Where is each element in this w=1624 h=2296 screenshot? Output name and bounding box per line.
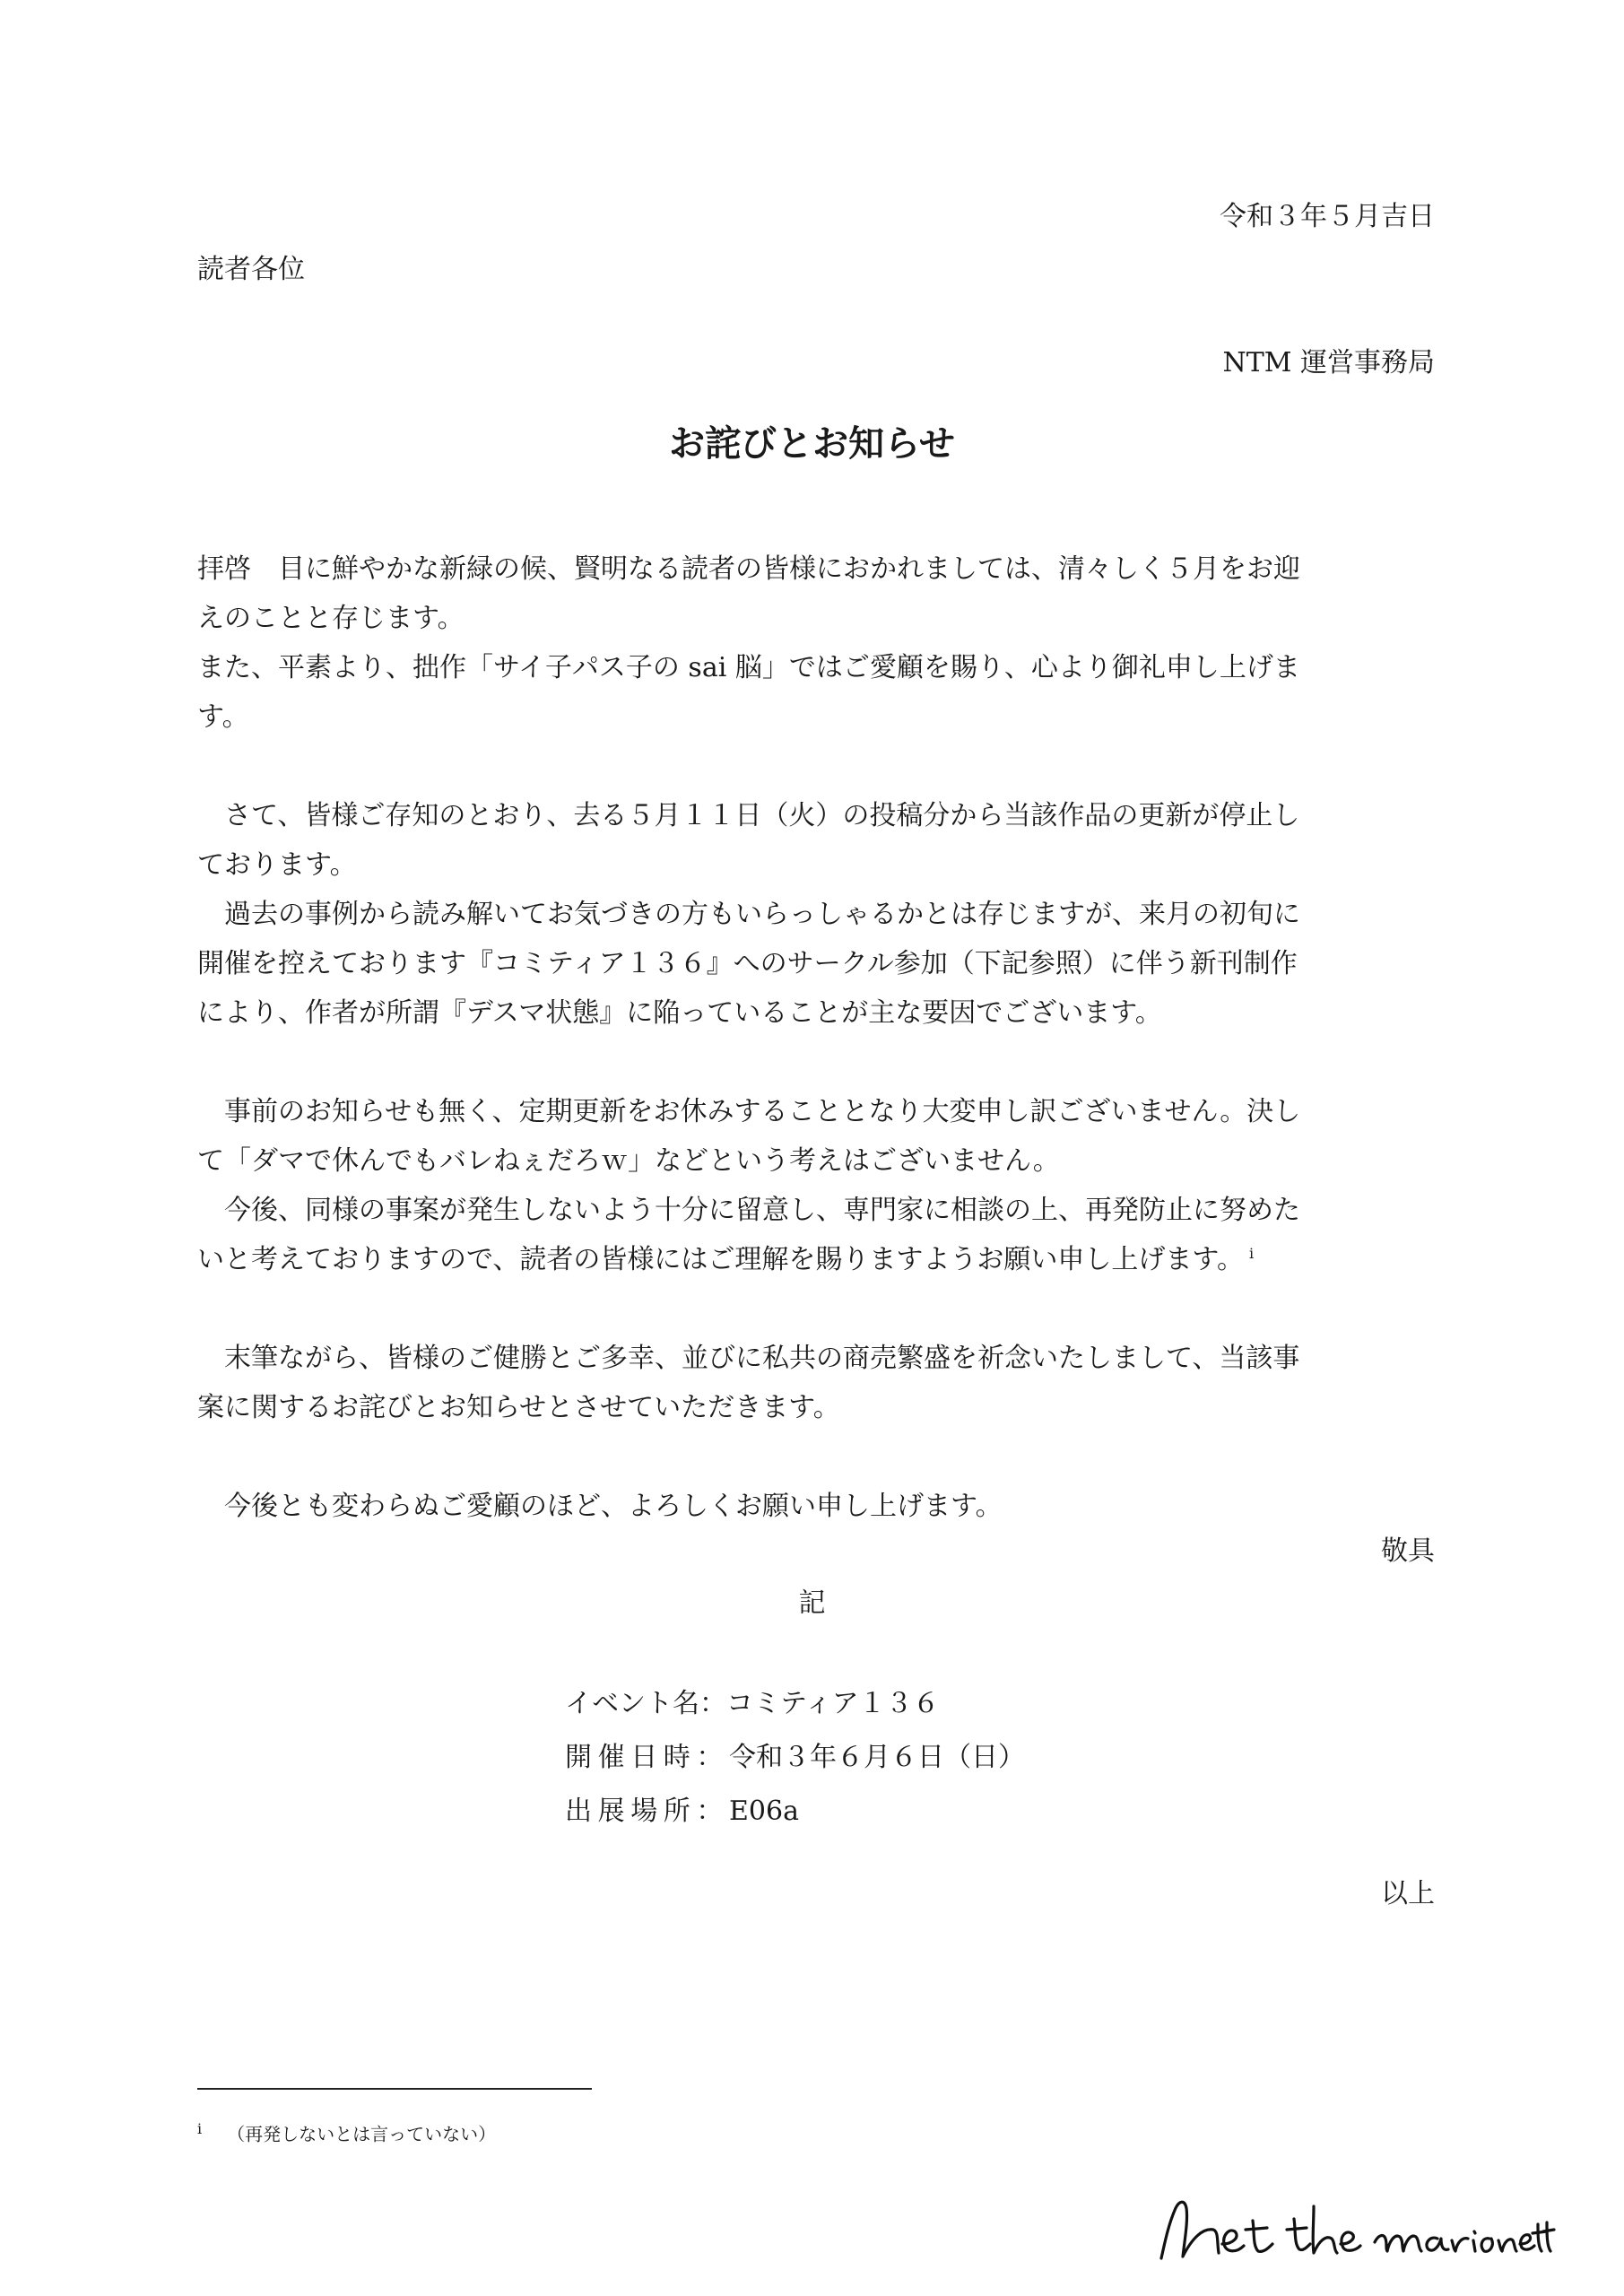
- signature-logo: [1152, 2188, 1556, 2269]
- event-name-label: イベント名：: [565, 1688, 726, 1719]
- event-details: [565, 1677, 1025, 1839]
- closing-keigu: 敬具: [1381, 1535, 1435, 1567]
- footnote-mark: i: [197, 2120, 203, 2137]
- event-date-row: [565, 1731, 1025, 1785]
- body-line: て「ダマで休んでもバレねぇだろｗ」などという考えはございません。: [197, 1145, 1060, 1177]
- body-line: さて、皆様ご存知のとおり、去る５月１１日（火）の投稿分から当該作品の更新が停止し: [197, 800, 1300, 831]
- event-date-value: 令和３年６月６日（日）: [729, 1742, 1025, 1773]
- body-line-with-footnote: [197, 1235, 1435, 1284]
- event-place-label: 出展場所：: [565, 1796, 729, 1827]
- footnote-text: （再発しないとは言っていない）: [227, 2123, 497, 2145]
- page-title: お詫びとお知らせ: [669, 423, 955, 465]
- document-date: 令和３年５月吉日: [1220, 201, 1435, 232]
- body-line: 開催を控えております『コミティア１３６』へのサークル参加（下記参照）に伴う新刊制作: [197, 948, 1298, 979]
- body-line: 今後、同様の事案が発生しないよう十分に留意し、専門家に相談の上、再発防止に努めた: [197, 1195, 1300, 1226]
- footnote: [197, 2117, 496, 2147]
- body-line: す。: [197, 701, 249, 733]
- ki-heading: 記: [798, 1587, 826, 1619]
- event-place-value: E06a: [729, 1796, 799, 1827]
- body-line: 今後とも変わらぬご愛顧のほど、よろしくお願い申し上げます。: [197, 1491, 1003, 1522]
- body-line: により、作者が所謂『デスマ状態』に陥っていることが主な要因でございます。: [197, 997, 1162, 1029]
- body-line: いと考えておりますので、読者の皆様にはご理解を賜りますようお願い申し上げます。: [197, 1244, 1244, 1275]
- letter-body: [197, 544, 1435, 1531]
- sender: NTM 運営事務局: [1222, 347, 1435, 378]
- body-line: 末筆ながら、皆様のご健勝とご多幸、並びに私共の商売繁盛を祈念いたしまして、当該事: [197, 1343, 1300, 1374]
- body-line: 過去の事例から読み解いてお気づきの方もいらっしゃるかとは存じますが、来月の初旬に: [197, 899, 1300, 930]
- footnote-divider: [197, 2088, 592, 2090]
- recipient: 読者各位: [197, 254, 305, 285]
- footnote-reference: i: [1249, 1245, 1255, 1262]
- event-name-row: [565, 1677, 1025, 1731]
- end-ijou: 以上: [1381, 1878, 1435, 1909]
- event-place-row: [565, 1785, 1025, 1839]
- body-line: ております。: [197, 849, 357, 881]
- body-line: また、平素より、拙作「サイ子パス子の sai 脳」ではご愛顧を賜り、心より御礼申し上げま: [197, 652, 1300, 683]
- body-line: 事前のお知らせも無く、定期更新をお休みすることとなり大変申し訳ございません。決し: [197, 1096, 1301, 1127]
- event-date-label: 開催日時：: [565, 1742, 729, 1773]
- event-name-value: コミティア１３６: [726, 1688, 940, 1719]
- body-line: えのことと存じます。: [197, 603, 465, 634]
- body-line: 案に関するお詫びとお知らせとさせていただきます。: [197, 1392, 840, 1423]
- body-line: 拝啓 目に鮮やかな新緑の候、賢明なる読者の皆様におかれましては、清々しく５月をお迎: [197, 553, 1300, 585]
